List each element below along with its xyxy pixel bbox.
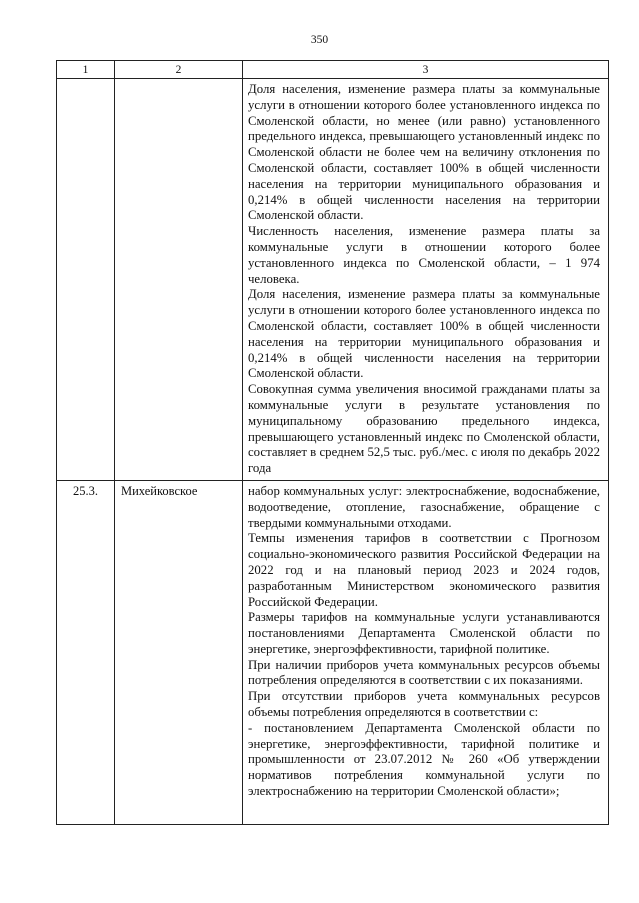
paragraph: При наличии приборов учета коммунальных ресурсов объемы потребления определяются в соответствии с их показаниями.: [248, 657, 600, 688]
document-table: [56, 60, 609, 825]
paragraph: Совокупная сумма увеличения вносимой гражданами платы за коммунальные услуги в результате установления по муниципальному образованию предельного индекса, превышающего установленный индекс по Смоленской области, составляет в среднем 52,5 тыс. руб./мес. с июля по декабрь 2022 года: [248, 382, 600, 476]
column-header-3: 3: [243, 61, 609, 79]
column-header-2: 2: [115, 61, 243, 79]
column-header-1: 1: [57, 61, 115, 79]
description-cell: [243, 79, 609, 481]
municipality-name-cell: [115, 79, 243, 481]
paragraph: - постановлением Департамента Смоленской области по энергетике, энергоэффективности, тарифной политике и промышленности от 23.07.2012 № 260 «Об утверждении нормативов потребления коммунальной услуги по электроснабжению на территории Смоленской области»;: [248, 720, 600, 799]
paragraph: Доля населения, изменение размера платы за коммунальные услуги в отношении которого более установленного индекса по Смоленской области, составляет 100% в общей численности населения на территории муниципального образования и 0,214% в общей численности населения на территории Смоленской области.: [248, 287, 600, 381]
description-cell: [243, 480, 609, 824]
paragraph: Доля населения, изменение размера платы за коммунальные услуги в отношении которого более установленного индекса по Смоленской области, но менее (или равно) установленного предельного индекса, превышающего установленный индекс по Смоленской области не более чем на величину отклонения по Смоленской области, составляет 100% в общей численности населения на территории муниципального образования и 0,214% в общей численности населения на территории Смоленской области.: [248, 82, 600, 223]
table-header-row: [57, 61, 609, 79]
paragraph: Размеры тарифов на коммунальные услуги устанавливаются постановлениями Департамента Смоленской области по энергетике, энергоэффективности, тарифной политике.: [248, 610, 600, 656]
paragraph: При отсутствии приборов учета коммунальных ресурсов объемы потребления определяются в соответствии с:: [248, 689, 600, 720]
paragraph: набор коммунальных услуг: электроснабжение, водоснабжение, водоотведение, отопление, газоснабжение, обращение с твердыми коммунальными отходами.: [248, 483, 600, 530]
paragraph: Численность населения, изменение размера платы за коммунальные услуги в отношении которого более установленного индекса по Смоленской области, – 1 974 человека.: [248, 224, 600, 286]
row-number-cell: [57, 79, 115, 481]
row-number-cell: 25.3.: [57, 480, 115, 824]
cell-spacer: [248, 800, 600, 821]
table-row: [57, 79, 609, 481]
municipality-name-cell: Михейковское: [115, 480, 243, 824]
table-row: [57, 480, 609, 824]
paragraph: Темпы изменения тарифов в соответствии с Прогнозом социально-экономического развития Российской Федерации на 2022 год и на плановый период 2023 и 2024 годов, разработанным Министерством экономического развития Российской Федерации.: [248, 531, 600, 609]
page-number: 350: [310, 34, 329, 46]
